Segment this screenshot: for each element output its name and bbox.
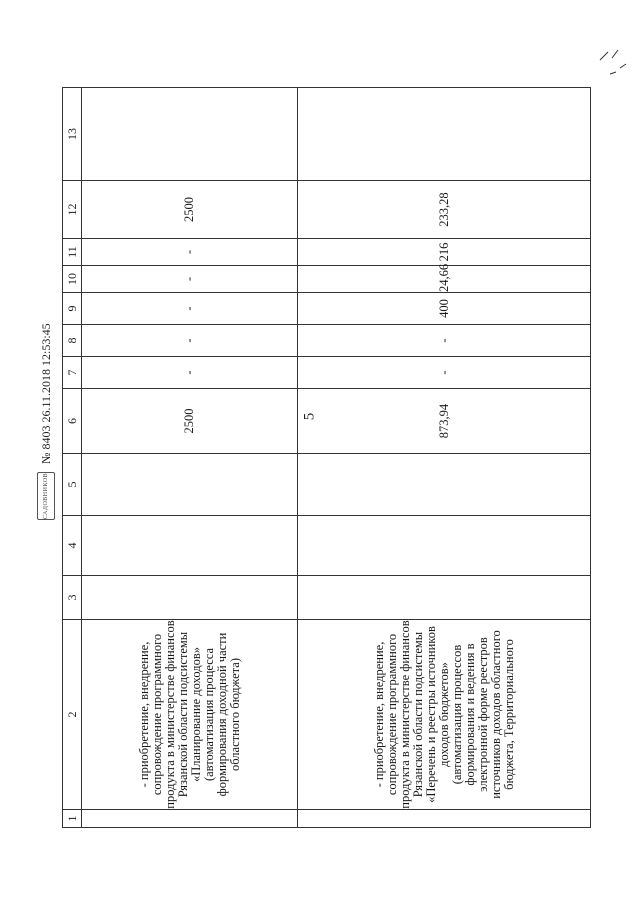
col-header: 7 (63, 357, 82, 389)
budget-table (62, 87, 591, 828)
cell-value: - (298, 325, 591, 357)
stamp-logo: САДОВНИКОВ (37, 472, 55, 520)
cell-value: - (82, 293, 298, 325)
signature-mark (590, 40, 640, 90)
cell (82, 454, 298, 516)
cell-num (82, 810, 298, 828)
col-header: 6 (63, 389, 82, 454)
cell (298, 454, 591, 516)
col-header: 3 (63, 576, 82, 620)
header-row (63, 88, 82, 828)
cell (82, 88, 298, 181)
cell (298, 516, 591, 576)
cell-value: 233,28 (298, 181, 591, 239)
cell-value: 24,66 (298, 266, 591, 293)
col-header: 2 (63, 620, 82, 810)
col-header: 1 (63, 810, 82, 828)
cell-value: - (298, 357, 591, 389)
cell-value: 216 (298, 239, 591, 266)
registration-stamp (36, 0, 56, 520)
col-header: 10 (63, 266, 82, 293)
cell-value: 400 (298, 293, 591, 325)
cell-description: - приобретение, внедрение, сопровождение программного продукта в министерстве финансов Рязанской области подсистемы «Планирование доходов» (автоматизация процесса формирования доходной части областного бюджета) (82, 620, 298, 810)
col-header: 12 (63, 181, 82, 239)
cell (82, 576, 298, 620)
cell (298, 88, 591, 181)
col-header: 5 (63, 454, 82, 516)
cell-value: - (82, 357, 298, 389)
cell-value: 2500 (82, 389, 298, 454)
col-header: 8 (63, 325, 82, 357)
cell-value: 2500 (82, 181, 298, 239)
page-number: 5 (301, 412, 318, 421)
cell (298, 576, 591, 620)
cell-value: 873,94 (298, 389, 591, 454)
table-row (298, 88, 591, 828)
col-header: 13 (63, 88, 82, 181)
col-header: 9 (63, 293, 82, 325)
col-header: 11 (63, 239, 82, 266)
cell-value: - (82, 325, 298, 357)
cell (82, 516, 298, 576)
col-header: 4 (63, 516, 82, 576)
cell-description: - приобретение, внедрение, сопровождение программного продукта в министерстве финансов Рязанской области подсистемы «Перечень и реестры источников доходов бюджетов» (автоматизация процессов формирования и ведения в электронной форме реестров источников доходов областного бюджета, Территориального (298, 620, 591, 810)
stamp-text: № 8403 26.11.2018 12:53:45 (38, 323, 53, 464)
budget-table-sheet (62, 88, 591, 828)
cell-value: - (82, 239, 298, 266)
cell-num (298, 810, 591, 828)
cell-value: - (82, 266, 298, 293)
table-row (82, 88, 298, 828)
